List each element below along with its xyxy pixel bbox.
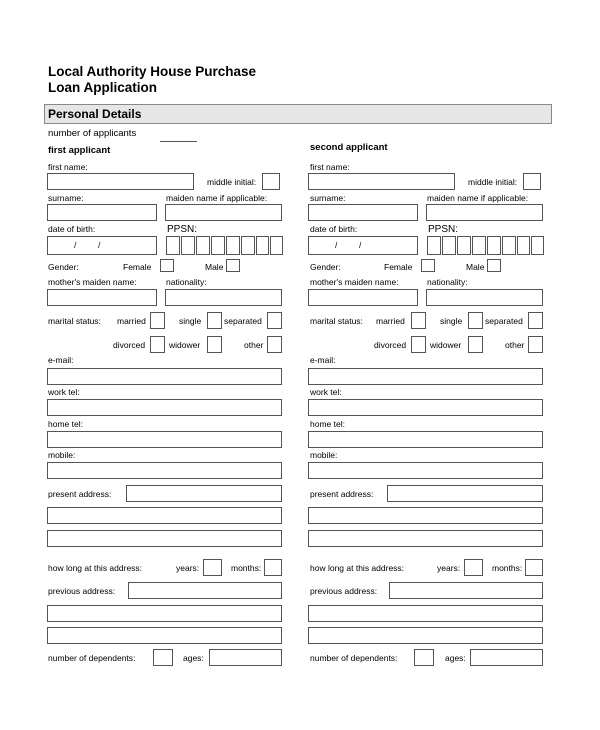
previous-address-label: previous address: bbox=[48, 586, 116, 596]
maiden-name-label: maiden name if applicable: bbox=[427, 193, 529, 203]
middle-initial-label: middle initial: bbox=[468, 177, 518, 187]
divorced-checkbox[interactable] bbox=[150, 336, 165, 353]
number-of-applicants-field[interactable] bbox=[160, 131, 197, 142]
widower-checkbox[interactable] bbox=[207, 336, 222, 353]
first-name-label: first name: bbox=[310, 162, 350, 172]
previous-address-label: previous address: bbox=[310, 586, 378, 596]
form-title-line2: Loan Application bbox=[48, 80, 157, 95]
work-tel-input[interactable] bbox=[308, 399, 543, 416]
email-label: e-mail: bbox=[310, 355, 336, 365]
number-of-dependents-label: number of dependents: bbox=[48, 653, 136, 663]
work-tel-label: work tel: bbox=[310, 387, 342, 397]
ppsn-digit-box[interactable] bbox=[211, 236, 225, 255]
widower-label: widower bbox=[169, 340, 201, 350]
ppsn-digit-box[interactable] bbox=[517, 236, 530, 255]
months-input[interactable] bbox=[264, 559, 282, 576]
present-address-input-line2[interactable] bbox=[308, 507, 543, 524]
present-address-input-line2[interactable] bbox=[47, 507, 282, 524]
nationality-input[interactable] bbox=[426, 289, 543, 306]
date-separator: / bbox=[74, 240, 77, 250]
married-checkbox[interactable] bbox=[411, 312, 426, 329]
first-applicant-heading: first applicant bbox=[48, 145, 111, 156]
months-label: months: bbox=[231, 563, 262, 573]
date-separator: / bbox=[359, 240, 362, 250]
present-address-label: present address: bbox=[48, 489, 112, 499]
single-label: single bbox=[440, 316, 463, 326]
years-label: years: bbox=[176, 563, 200, 573]
ppsn-digit-box[interactable] bbox=[241, 236, 255, 255]
number-of-applicants-label: number of applicants bbox=[48, 128, 137, 139]
work-tel-input[interactable] bbox=[47, 399, 282, 416]
mobile-input[interactable] bbox=[47, 462, 282, 479]
separated-checkbox[interactable] bbox=[267, 312, 282, 329]
surname-label: surname: bbox=[310, 193, 346, 203]
female-label: Female bbox=[123, 262, 152, 272]
date-of-birth-label: date of birth: bbox=[310, 224, 358, 234]
middle-initial-input[interactable] bbox=[523, 173, 541, 190]
previous-address-input-line1[interactable] bbox=[389, 582, 543, 599]
first-name-input[interactable] bbox=[308, 173, 455, 190]
number-of-dependents-input[interactable] bbox=[153, 649, 173, 666]
present-address-input-line3[interactable] bbox=[308, 530, 543, 547]
previous-address-input-line2[interactable] bbox=[308, 605, 543, 622]
ppsn-digit-box[interactable] bbox=[487, 236, 501, 255]
number-of-dependents-input[interactable] bbox=[414, 649, 434, 666]
ages-label: ages: bbox=[445, 653, 466, 663]
maiden-name-label: maiden name if applicable: bbox=[166, 193, 268, 203]
ages-label: ages: bbox=[183, 653, 204, 663]
section-title: Personal Details bbox=[48, 107, 142, 121]
separated-label: separated bbox=[224, 316, 262, 326]
ppsn-digit-box[interactable] bbox=[270, 236, 283, 255]
mobile-label: mobile: bbox=[310, 450, 338, 460]
email-input[interactable] bbox=[47, 368, 282, 385]
gender-label: Gender: bbox=[48, 262, 79, 272]
surname-label: surname: bbox=[48, 193, 84, 203]
ppsn-digit-box[interactable] bbox=[226, 236, 240, 255]
ppsn-digit-box[interactable] bbox=[181, 236, 195, 255]
years-input[interactable] bbox=[203, 559, 222, 576]
years-label: years: bbox=[437, 563, 461, 573]
email-input[interactable] bbox=[308, 368, 543, 385]
middle-initial-input[interactable] bbox=[262, 173, 280, 190]
ppsn-digit-box[interactable] bbox=[502, 236, 516, 255]
mothers-maiden-name-label: mother's maiden name: bbox=[48, 277, 137, 287]
how-long-at-address-label: how long at this address: bbox=[310, 563, 405, 573]
how-long-at-address-label: how long at this address: bbox=[48, 563, 143, 573]
ages-input[interactable] bbox=[470, 649, 543, 666]
date-separator: / bbox=[335, 240, 338, 250]
male-label: Male bbox=[466, 262, 485, 272]
divorced-label: divorced bbox=[113, 340, 146, 350]
other-label: other bbox=[244, 340, 264, 350]
separated-checkbox[interactable] bbox=[528, 312, 543, 329]
ppsn-digit-box[interactable] bbox=[196, 236, 210, 255]
home-tel-label: home tel: bbox=[48, 419, 83, 429]
ppsn-digit-box[interactable] bbox=[427, 236, 441, 255]
other-label: other bbox=[505, 340, 525, 350]
date-of-birth-input[interactable] bbox=[47, 236, 157, 255]
separated-label: separated bbox=[485, 316, 523, 326]
date-of-birth-label: date of birth: bbox=[48, 224, 96, 234]
widower-label: widower bbox=[430, 340, 462, 350]
form-title-line1: Local Authority House Purchase bbox=[48, 64, 257, 79]
maiden-name-input[interactable] bbox=[426, 204, 543, 221]
gender-label: Gender: bbox=[310, 262, 341, 272]
divorced-checkbox[interactable] bbox=[411, 336, 426, 353]
number-of-dependents-label: number of dependents: bbox=[310, 653, 398, 663]
female-checkbox[interactable] bbox=[421, 259, 435, 272]
home-tel-input[interactable] bbox=[308, 431, 543, 448]
ages-input[interactable] bbox=[209, 649, 282, 666]
previous-address-input-line1[interactable] bbox=[128, 582, 282, 599]
years-input[interactable] bbox=[464, 559, 483, 576]
widower-checkbox[interactable] bbox=[468, 336, 483, 353]
home-tel-input[interactable] bbox=[47, 431, 282, 448]
mothers-maiden-name-input[interactable] bbox=[47, 289, 157, 306]
ppsn-label: PPSN: bbox=[428, 224, 459, 235]
months-input[interactable] bbox=[525, 559, 543, 576]
male-checkbox[interactable] bbox=[487, 259, 501, 272]
single-checkbox[interactable] bbox=[207, 312, 222, 329]
married-label: married bbox=[117, 316, 146, 326]
first-name-input[interactable] bbox=[47, 173, 194, 190]
ppsn-digit-box[interactable] bbox=[472, 236, 486, 255]
previous-address-input-line3[interactable] bbox=[308, 627, 543, 644]
second-applicant-heading: second applicant bbox=[310, 142, 388, 153]
present-address-input-line3[interactable] bbox=[47, 530, 282, 547]
ppsn-digit-box[interactable] bbox=[457, 236, 471, 255]
marital-status-label: marital status: bbox=[310, 316, 363, 326]
maiden-name-input[interactable] bbox=[165, 204, 282, 221]
mothers-maiden-name-label: mother's maiden name: bbox=[310, 277, 399, 287]
ppsn-digit-box[interactable] bbox=[256, 236, 269, 255]
months-label: months: bbox=[492, 563, 523, 573]
mobile-input[interactable] bbox=[308, 462, 543, 479]
middle-initial-label: middle initial: bbox=[207, 177, 257, 187]
surname-input[interactable] bbox=[308, 204, 418, 221]
ppsn-label: PPSN: bbox=[167, 224, 198, 235]
other-checkbox[interactable] bbox=[528, 336, 543, 353]
previous-address-input-line2[interactable] bbox=[47, 605, 282, 622]
nationality-input[interactable] bbox=[165, 289, 282, 306]
date-separator: / bbox=[98, 240, 101, 250]
married-checkbox[interactable] bbox=[150, 312, 165, 329]
nationality-label: nationality: bbox=[166, 277, 207, 287]
ppsn-digit-box[interactable] bbox=[531, 236, 544, 255]
divorced-label: divorced bbox=[374, 340, 407, 350]
date-of-birth-input[interactable] bbox=[308, 236, 418, 255]
mobile-label: mobile: bbox=[48, 450, 76, 460]
mothers-maiden-name-input[interactable] bbox=[308, 289, 418, 306]
work-tel-label: work tel: bbox=[48, 387, 80, 397]
present-address-input-line1[interactable] bbox=[126, 485, 282, 502]
ppsn-digit-box[interactable] bbox=[442, 236, 456, 255]
previous-address-input-line3[interactable] bbox=[47, 627, 282, 644]
married-label: married bbox=[376, 316, 405, 326]
nationality-label: nationality: bbox=[427, 277, 468, 287]
first-name-label: first name: bbox=[48, 162, 88, 172]
male-label: Male bbox=[205, 262, 224, 272]
single-checkbox[interactable] bbox=[468, 312, 483, 329]
male-checkbox[interactable] bbox=[226, 259, 240, 272]
female-checkbox[interactable] bbox=[160, 259, 174, 272]
ppsn-digit-box[interactable] bbox=[166, 236, 180, 255]
marital-status-label: marital status: bbox=[48, 316, 101, 326]
surname-input[interactable] bbox=[47, 204, 157, 221]
home-tel-label: home tel: bbox=[310, 419, 345, 429]
female-label: Female bbox=[384, 262, 413, 272]
other-checkbox[interactable] bbox=[267, 336, 282, 353]
single-label: single bbox=[179, 316, 202, 326]
email-label: e-mail: bbox=[48, 355, 74, 365]
present-address-label: present address: bbox=[310, 489, 374, 499]
present-address-input-line1[interactable] bbox=[387, 485, 543, 502]
